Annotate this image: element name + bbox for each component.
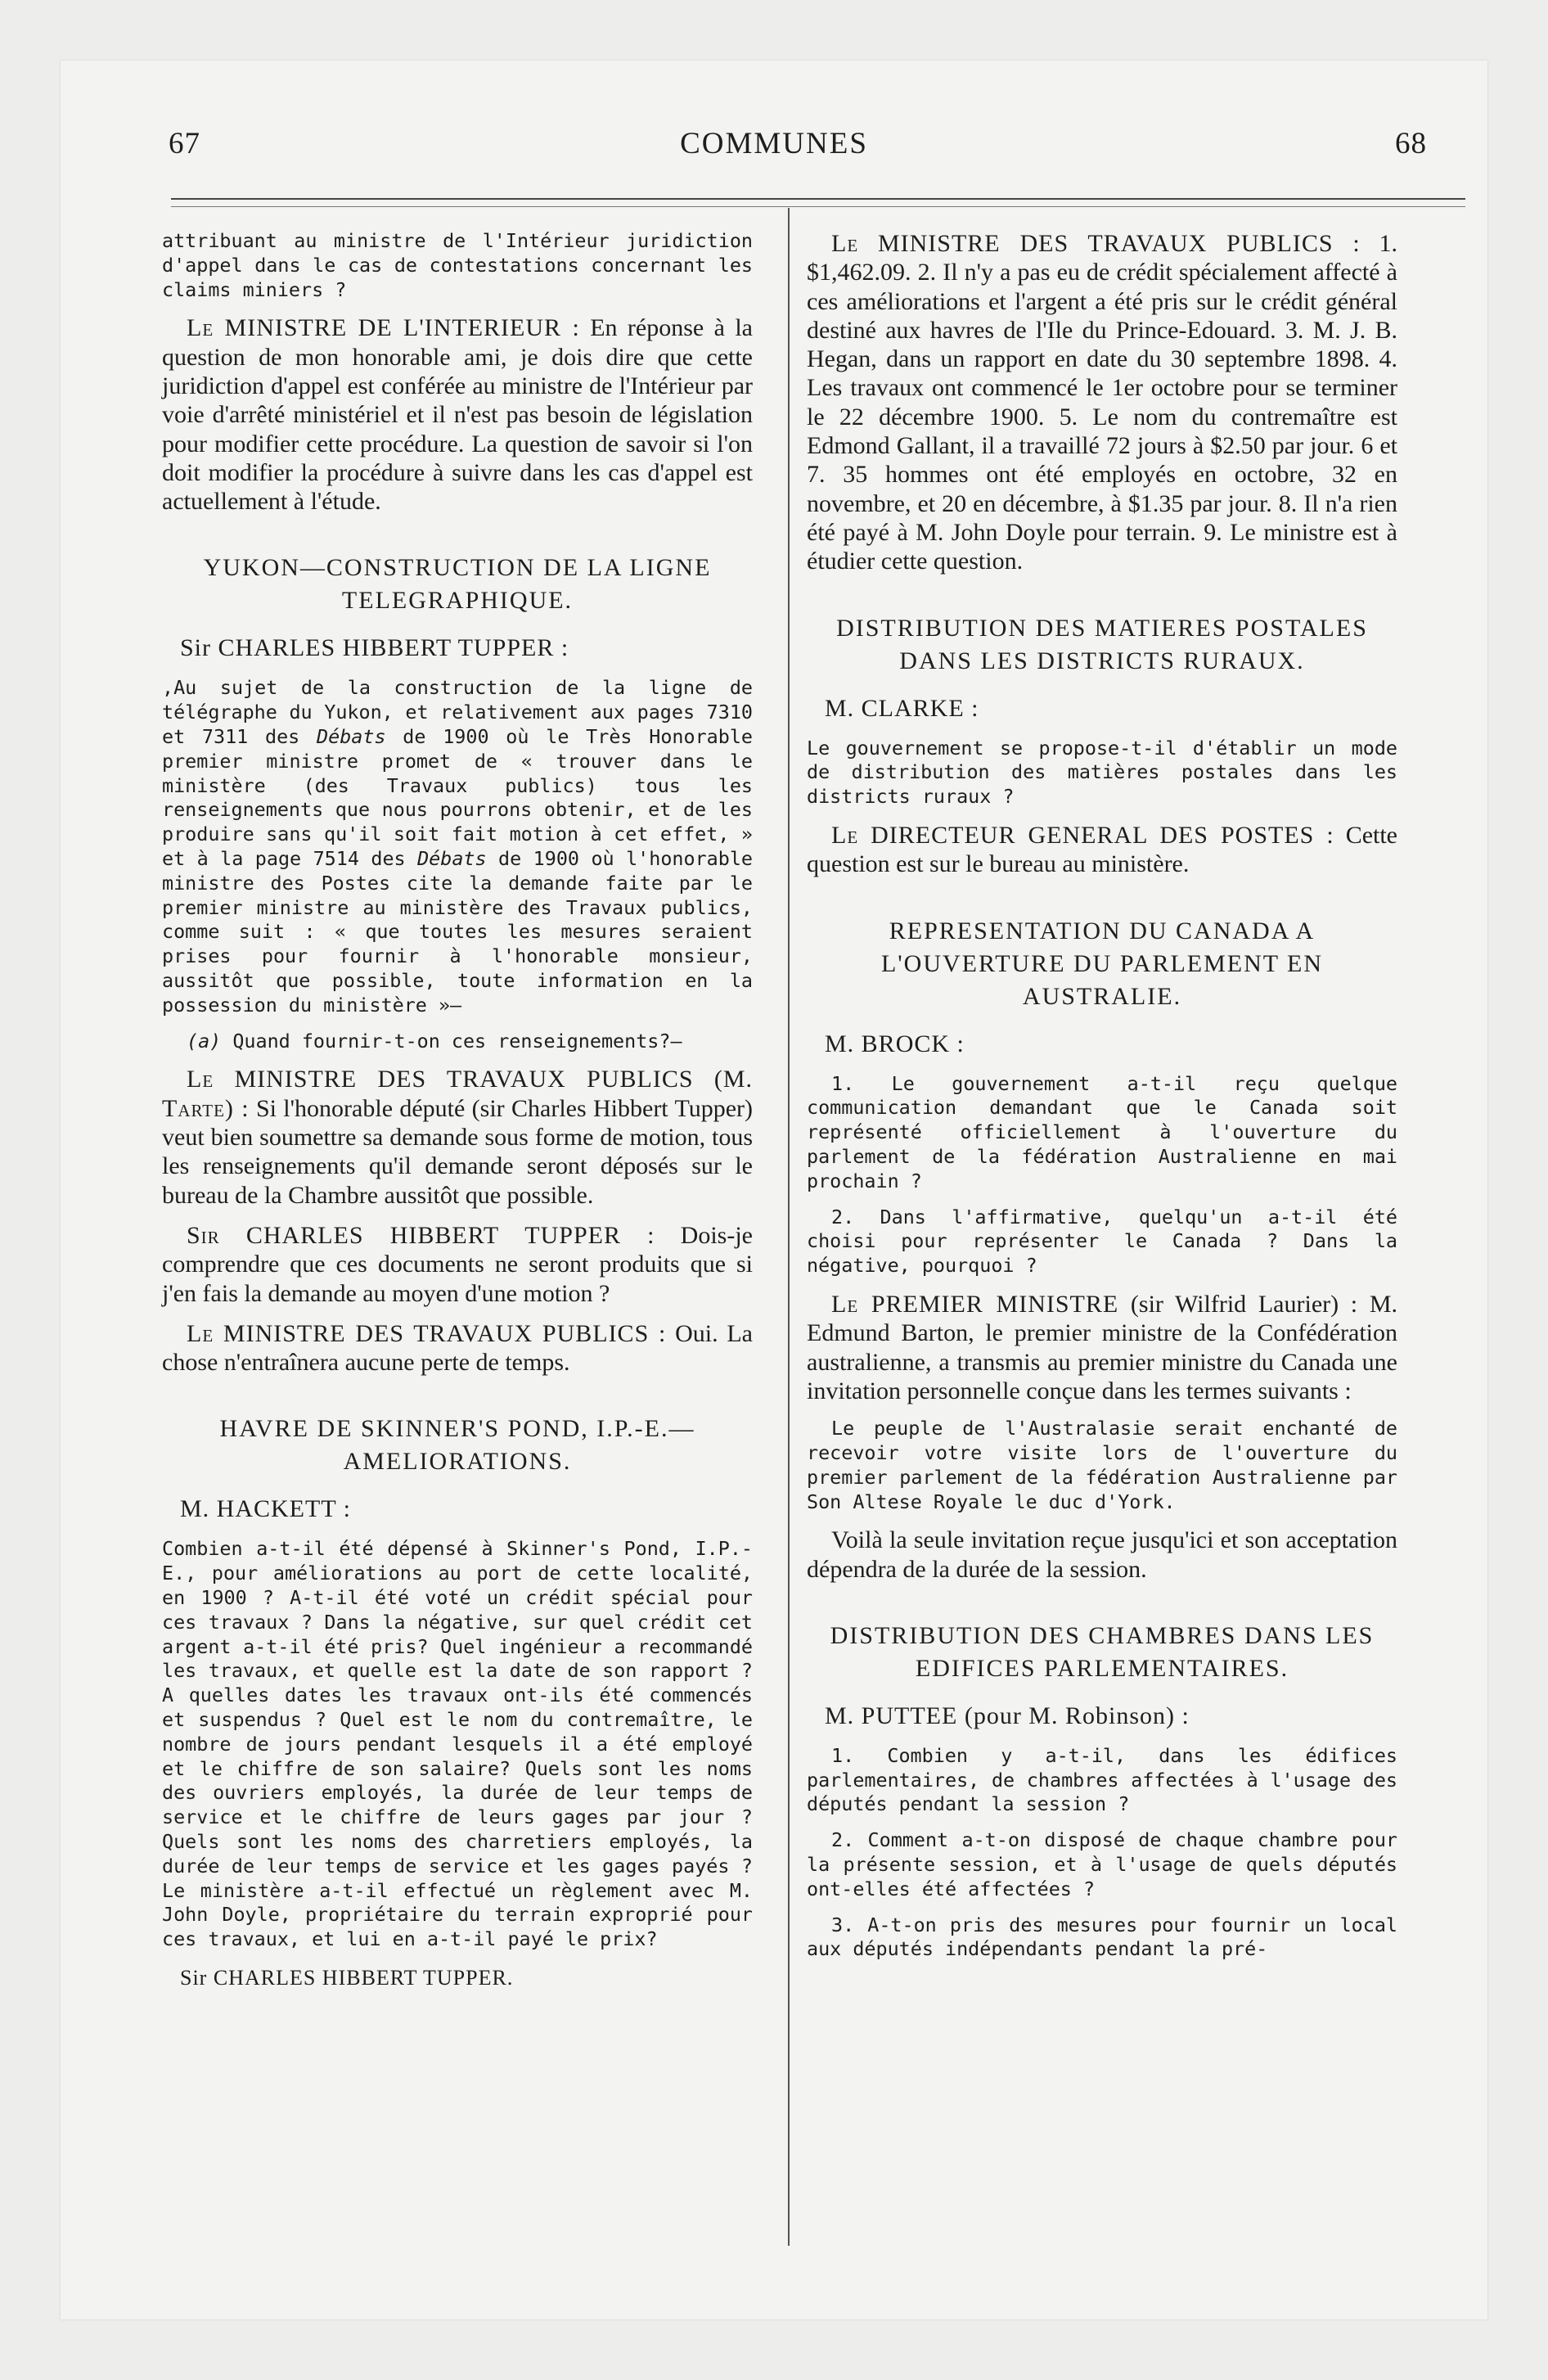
- question-text: 2. Dans l'affirmative, quelqu'un a-t-il été choisi pour représenter le Canada ? Dans la négative, pourquoi ?: [807, 1205, 1397, 1278]
- section-heading: REPRESENTATION DU CANADA A L'OUVERTURE DU PARLEMENT EN AUSTRALIE.: [880, 917, 1324, 1010]
- section-heading: YUKON—CONSTRUCTION DE LA LIGNE TELEGRAPHIQUE.: [203, 554, 712, 615]
- italic-title: Débats: [417, 847, 487, 871]
- page-number-right: 68: [1395, 127, 1427, 160]
- page-number-left: 67: [169, 127, 200, 160]
- answer-paragraph: Voilà la seule invitation reçue jusqu'ici et son acceptation dépendra de la durée de la session.: [807, 1526, 1397, 1583]
- quoted-text: Le peuple de l'Australasie serait enchanté de recevoir votre visite lors de l'ouverture du premier parlement de la fédération Australienne par Son Altese Royale le duc d'York.: [807, 1417, 1397, 1513]
- section-heading: DISTRIBUTION DES MATIERES POSTALES DANS LES DISTRICTS RURAUX.: [836, 614, 1368, 674]
- speaker-name: Le DIRECTEUR GENERAL DES POSTES :: [831, 821, 1334, 849]
- answer-paragraph: [807, 229, 1397, 576]
- speaker-name: Sir CHARLES HIBBERT TUPPER :: [187, 1221, 655, 1249]
- speaker-name: Le MINISTRE DES TRAVAUX PUBLICS (M. Tarte) :: [162, 1066, 753, 1122]
- question-text: 3. A-t-on pris des mesures pour fournir un local aux députés indépendants pendant la pré-: [807, 1913, 1397, 1961]
- answer-text: 1. $1,462.09. 2. Il n'y a pas eu de crédit spécialement affecté à ces améliorations et l'argent a été pris sur le crédit général destiné aux havres de l'Ile du Prince-Edouard. 3. M. J. B. Hegan, dans un rapport en date du 30 septembre 1898. 4. Les travaux ont commencé le 1er octobre pour se terminer le 22 décembre 1900. 5. Le nom du contremaître est Edmond Gallant, il a travaillé 72 jours à $2.50 par jour. 6 et 7. 35 hommes ont été employés en octobre, 32 en novembre, et 20 en décembre, à $1.35 par jour. 8. Il n'a rien été payé à M. John Doyle pour terrain. 9. Le ministre est à étudier cette question.: [807, 230, 1397, 575]
- speaker-name: Le PREMIER MINISTRE: [831, 1290, 1119, 1318]
- question-text: 1. Le gouvernement a-t-il reçu quelque communication demandant que le Canada soit représenté officiellement à l'ouverture du parlement de la fédération Australienne en mai prochain ?: [807, 1071, 1397, 1192]
- running-title: COMMUNES: [680, 127, 868, 160]
- speaker-name: Le MINISTRE DES TRAVAUX PUBLICS :: [831, 230, 1361, 257]
- italic-title: Débats: [317, 725, 386, 749]
- question-text: Le gouvernement se propose-t-il d'établir un mode de distribution des matières postales dans les districts ruraux ?: [807, 736, 1397, 809]
- question-text: Combien a-t-il été dépensé à Skinner's Pond, I.P.-E., pour améliorations au port de cette localité, en 1900 ? A-t-il été voté un crédit spécial pour ces travaux ? Dans la négative, sur quel crédit cet argent a-t-il été pris? Quel ingénieur a recommandé les travaux, et quelle est la date de son rapport ? A quelles dates les travaux ont-ils été commencés et suspendus ? Quel est le nom du contremaître, le nombre de jours pendant lesquels il a été employé et le chiffre de son salaire? Quels sont les noms des ouvriers employés, la durée de leur temps de service et le chiffre de leurs gages par jour ? Quels sont les noms des charretiers employés, la durée de leur temps de service et les gages payés ? Le ministère a-t-il effectué un règlement avec M. John Doyle, propriétaire du terrain exproprié pour ces travaux, et lui en a-t-il payé le prix?: [162, 1537, 753, 1951]
- speaker-line: Sir CHARLES HIBBERT TUPPER :: [180, 634, 569, 662]
- answer-text: Si l'honorable député (sir Charles Hibbert Tupper) veut bien soumettre sa demande sous forme de motion, tous les renseignements qu'il demande seront déposés sur le bureau de la Chambre aussitôt que possible.: [162, 1094, 754, 1209]
- scanned-page: [61, 61, 1487, 2319]
- answer-text: Dois-je comprendre que ces documents ne seront produits que si j'en fais la demande au moyen d'une motion ?: [162, 1221, 753, 1307]
- answer-text: Oui. La chose n'entraînera aucune perte de temps.: [162, 1319, 754, 1377]
- answer-text: (sir Wilfrid Laurier) : M. Edmund Barton, le premier ministre de la Confédération australienne, a transmis au premier ministre du Canada une invitation personnelle conçue dans les termes suivants :: [807, 1290, 1398, 1404]
- question-text: [162, 676, 753, 1017]
- question-text: [162, 1030, 753, 1054]
- speaker-line: M. HACKETT :: [180, 1495, 351, 1523]
- question-part: de 1900 où l'honorable ministre des Postes cite la demande faite par le premier ministre au ministère des Travaux publics, comme suit : « que toutes les mesures seraient prises pour fournir à l'honorable monsieur, aussitôt que possible, toute information en la possession du ministère »—: [162, 847, 754, 1016]
- answer-text: En réponse à la question de mon honorable ami, je dois dire que cette juridiction d'appel est conférée au ministre de l'Intérieur par voie d'arrêté ministériel et il n'est pas besoin de législation pour modifier cette procédure. La question de savoir si l'on doit modifier la procédure à suivre dans les cas d'appel est actuellement à l'étude.: [162, 314, 753, 516]
- question-part: ,Au sujet de la construction de la ligne de télégraphe du Yukon, et relativement aux pages 7310 et 7311 des: [162, 676, 753, 749]
- section-heading: HAVRE DE SKINNER'S POND, I.P.-E.—AMELIORATIONS.: [219, 1415, 695, 1476]
- column-divider: [788, 208, 790, 2246]
- answer-paragraph: [162, 313, 753, 516]
- header-rule: [171, 198, 1465, 200]
- item-marker: (a): [187, 1029, 222, 1053]
- header-rule-thin: [171, 206, 1465, 207]
- speaker-line: M. CLARKE :: [825, 694, 979, 722]
- speaker-line: M. PUTTEE (pour M. Robinson) :: [825, 1702, 1190, 1729]
- question-part: de 1900 où le Très Honorable premier ministre promet de « trouver dans le ministère (des Travaux publics) tous les renseignements que nous pourrons obtenir, et de les produire sans qu'il soit fait motion à cet effet, » et à la page 7514 des: [162, 725, 753, 871]
- answer-paragraph: [162, 1319, 753, 1377]
- question-text: 2. Comment a-t-on disposé de chaque chambre pour la présente session, et à l'usage de quels députés ont-elles été affectées ?: [807, 1828, 1397, 1900]
- answer-paragraph: [162, 1221, 753, 1308]
- speaker-name: Le MINISTRE DE L'INTERIEUR :: [187, 314, 580, 342]
- answer-paragraph: [807, 821, 1397, 879]
- answer-paragraph: [162, 1065, 753, 1209]
- speaker-name: Le MINISTRE DES TRAVAUX PUBLICS :: [187, 1319, 667, 1347]
- question-part: Quand fournir-t-on ces renseignements?—: [221, 1029, 682, 1053]
- answer-paragraph: [807, 1290, 1397, 1405]
- question-text: 1. Combien y a-t-il, dans les édifices parlementaires, de chambres affectées à l'usage des députés pendant la session ?: [807, 1743, 1397, 1816]
- right-column: [807, 229, 1397, 1973]
- section-heading: DISTRIBUTION DES CHAMBRES DANS LES EDIFICES PARLEMENTAIRES.: [830, 1621, 1375, 1682]
- answer-text: Cette question est sur le bureau au ministère.: [807, 821, 1397, 878]
- question-text: attribuant au ministre de l'Intérieur juridiction d'appel dans le cas de contestations concernant les claims miniers ?: [162, 229, 753, 301]
- speaker-line: Sir CHARLES HIBBERT TUPPER.: [180, 1965, 514, 1990]
- left-column: [162, 229, 753, 2006]
- speaker-line: M. BROCK :: [825, 1030, 965, 1057]
